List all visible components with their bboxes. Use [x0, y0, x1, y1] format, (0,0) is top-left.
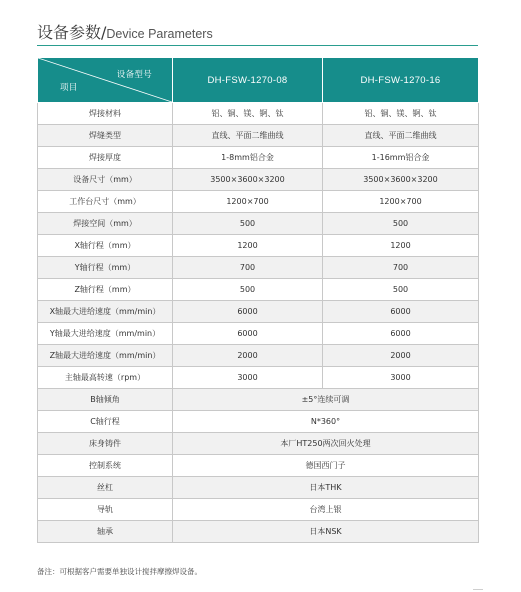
row-value-model-1: 3000: [173, 367, 323, 389]
page-title-en: Device Parameters: [106, 27, 213, 41]
row-label: 焊接材料: [38, 103, 173, 125]
table-row: [38, 213, 479, 235]
row-label: 丝杠: [38, 477, 173, 499]
table-row: [38, 125, 479, 147]
table-row: [38, 103, 479, 125]
model-header-1: DH-FSW-1270-08: [173, 58, 323, 103]
row-value-model-2: 1200×700: [323, 191, 479, 213]
table-row: [38, 389, 479, 411]
table-row: [38, 499, 479, 521]
page-marker: [473, 589, 483, 590]
table-row: [38, 191, 479, 213]
row-value-shared: 日本NSK: [173, 521, 479, 543]
row-value-model-2: 6000: [323, 301, 479, 323]
row-value-model-1: 铝、铜、镁、锕、钛: [173, 103, 323, 125]
row-value-model-2: 1200: [323, 235, 479, 257]
row-label: X轴行程（mm）: [38, 235, 173, 257]
row-label: Y轴最大进给速度（mm/min）: [38, 323, 173, 345]
table-row: [38, 279, 479, 301]
row-value-model-1: 3500×3600×3200: [173, 169, 323, 191]
row-value-shared: 德国西门子: [173, 455, 479, 477]
row-value-model-1: 2000: [173, 345, 323, 367]
corner-item-label: 项目: [60, 82, 78, 92]
row-label: 床身铸件: [38, 433, 173, 455]
row-label: 主轴最高转速（rpm）: [38, 367, 173, 389]
row-value-model-1: 直线、平面二维曲线: [173, 125, 323, 147]
row-value-model-1: 1200×700: [173, 191, 323, 213]
table-row: [38, 477, 479, 499]
model-header-2: DH-FSW-1270-16: [323, 58, 479, 103]
table-row: [38, 433, 479, 455]
row-value-shared: 日本THK: [173, 477, 479, 499]
table-row: [38, 521, 479, 543]
row-value-model-2: 2000: [323, 345, 479, 367]
table-row: [38, 455, 479, 477]
row-value-model-1: 1200: [173, 235, 323, 257]
table-body: [38, 103, 479, 543]
table-row: [38, 323, 479, 345]
row-label: 轴承: [38, 521, 173, 543]
row-label: 导轨: [38, 499, 173, 521]
row-value-model-2: 3500×3600×3200: [323, 169, 479, 191]
table-row: [38, 147, 479, 169]
row-value-model-2: 1-16mm铝合金: [323, 147, 479, 169]
row-label: 焊接厚度: [38, 147, 173, 169]
row-value-shared: 台湾上银: [173, 499, 479, 521]
table-row: [38, 169, 479, 191]
footer-note: 备注：可根据客户需要单独设计搅拌摩擦焊设备。: [37, 567, 202, 576]
page-title-cn: 设备参数/: [37, 23, 107, 42]
row-label: 焊缝类型: [38, 125, 173, 147]
page-title: [37, 20, 213, 40]
table-row: [38, 367, 479, 389]
corner-header-cell: [38, 58, 173, 103]
row-value-model-1: 6000: [173, 301, 323, 323]
row-value-model-2: 3000: [323, 367, 479, 389]
row-label: 控制系统: [38, 455, 173, 477]
row-label: B轴倾角: [38, 389, 173, 411]
title-divider: [37, 45, 478, 46]
row-value-model-1: 700: [173, 257, 323, 279]
device-parameters-table: [37, 57, 479, 543]
table-row: [38, 301, 479, 323]
row-value-shared: ±5°连续可调: [173, 389, 479, 411]
row-value-model-2: 直线、平面二维曲线: [323, 125, 479, 147]
row-label: C轴行程: [38, 411, 173, 433]
row-value-model-1: 1-8mm铝合金: [173, 147, 323, 169]
diagonal-divider: [38, 58, 172, 102]
row-label: Z轴最大进给速度（mm/min）: [38, 345, 173, 367]
table-row: [38, 257, 479, 279]
row-value-model-2: 铝、铜、镁、锕、钛: [323, 103, 479, 125]
row-value-model-2: 500: [323, 213, 479, 235]
row-label: 设备尺寸（mm）: [38, 169, 173, 191]
row-value-shared: 本厂HT250两次回火处理: [173, 433, 479, 455]
row-label: 焊接空间（mm）: [38, 213, 173, 235]
row-value-model-1: 500: [173, 213, 323, 235]
table-header-row: [38, 58, 479, 103]
row-label: X轴最大进给速度（mm/min）: [38, 301, 173, 323]
row-value-model-2: 500: [323, 279, 479, 301]
table-row: [38, 411, 479, 433]
row-value-model-1: 500: [173, 279, 323, 301]
corner-model-label: 设备型号: [116, 69, 152, 79]
table-row: [38, 345, 479, 367]
row-value-shared: N*360°: [173, 411, 479, 433]
row-value-model-2: 700: [323, 257, 479, 279]
row-label: Z轴行程（mm）: [38, 279, 173, 301]
row-label: 工作台尺寸（mm）: [38, 191, 173, 213]
row-value-model-1: 6000: [173, 323, 323, 345]
row-value-model-2: 6000: [323, 323, 479, 345]
row-label: Y轴行程（mm）: [38, 257, 173, 279]
table-row: [38, 235, 479, 257]
